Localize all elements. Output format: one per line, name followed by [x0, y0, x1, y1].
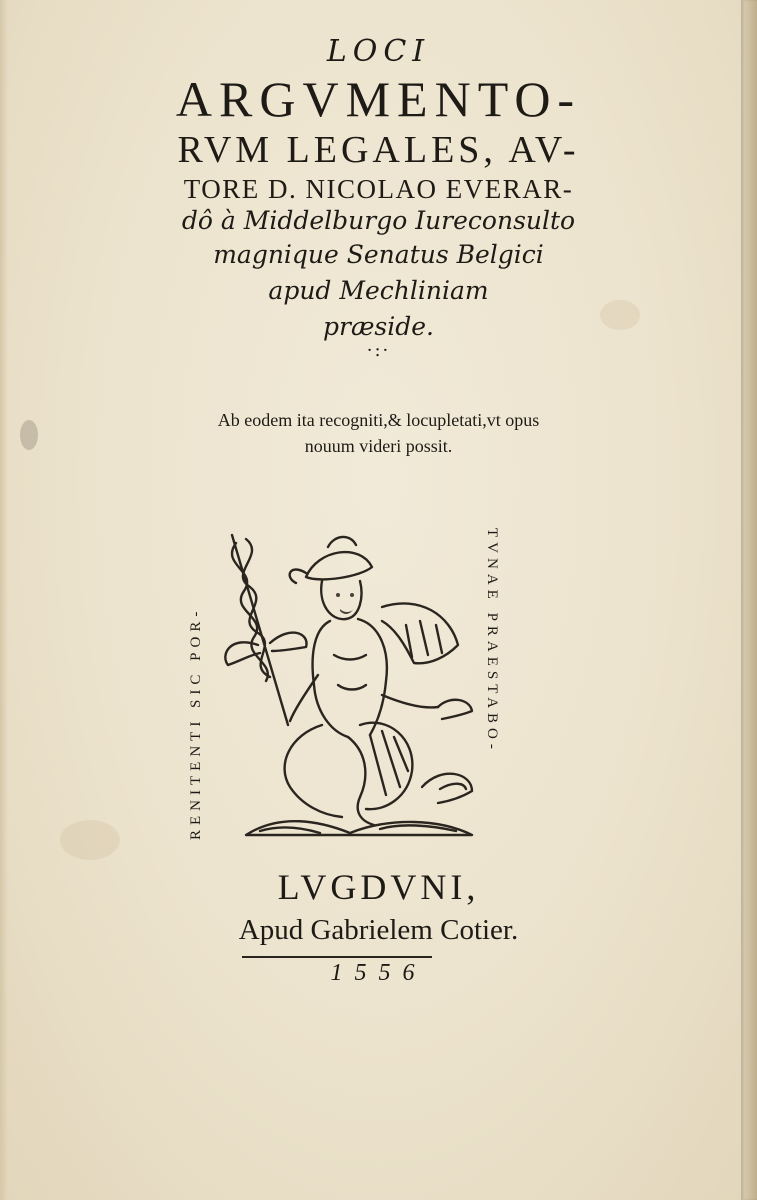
- imprint-rule: [242, 956, 432, 958]
- printer-motto-left: RENITENTI SIC POR-: [188, 606, 204, 840]
- title-line-6: magnique Senatus Belgici: [213, 240, 544, 269]
- title-line-3: RVM LEGALES, AV-: [177, 129, 580, 171]
- imprint-year: 1556: [330, 960, 427, 986]
- title-line-5: dô à Middelburgo Iureconsulto: [181, 206, 576, 235]
- title-line-1: LOCI: [326, 34, 431, 69]
- imprint-publisher: Apud Gabrielem Cotier.: [238, 914, 519, 946]
- title-line-4: TORE D. NICOLAO EVERAR-: [183, 174, 574, 204]
- title-line-7: apud Mechliniam: [268, 276, 489, 305]
- subtitle-line-1: Ab eodem ita recogniti,& locupletati,vt opus: [217, 410, 540, 430]
- mercury-caduceus-woodcut-icon: [210, 525, 500, 845]
- ornament: ·:·: [366, 340, 391, 361]
- imprint-city: LVGDVNI,: [277, 867, 480, 907]
- paper-stain: [60, 820, 120, 860]
- printer-motto-right: TVNAE PRAESTABO-: [484, 528, 500, 754]
- subtitle-line-2: nouum videri possit.: [304, 436, 453, 456]
- title-line-8: præside.: [322, 312, 435, 341]
- title-line-2: ARGVMENTO-: [175, 71, 582, 127]
